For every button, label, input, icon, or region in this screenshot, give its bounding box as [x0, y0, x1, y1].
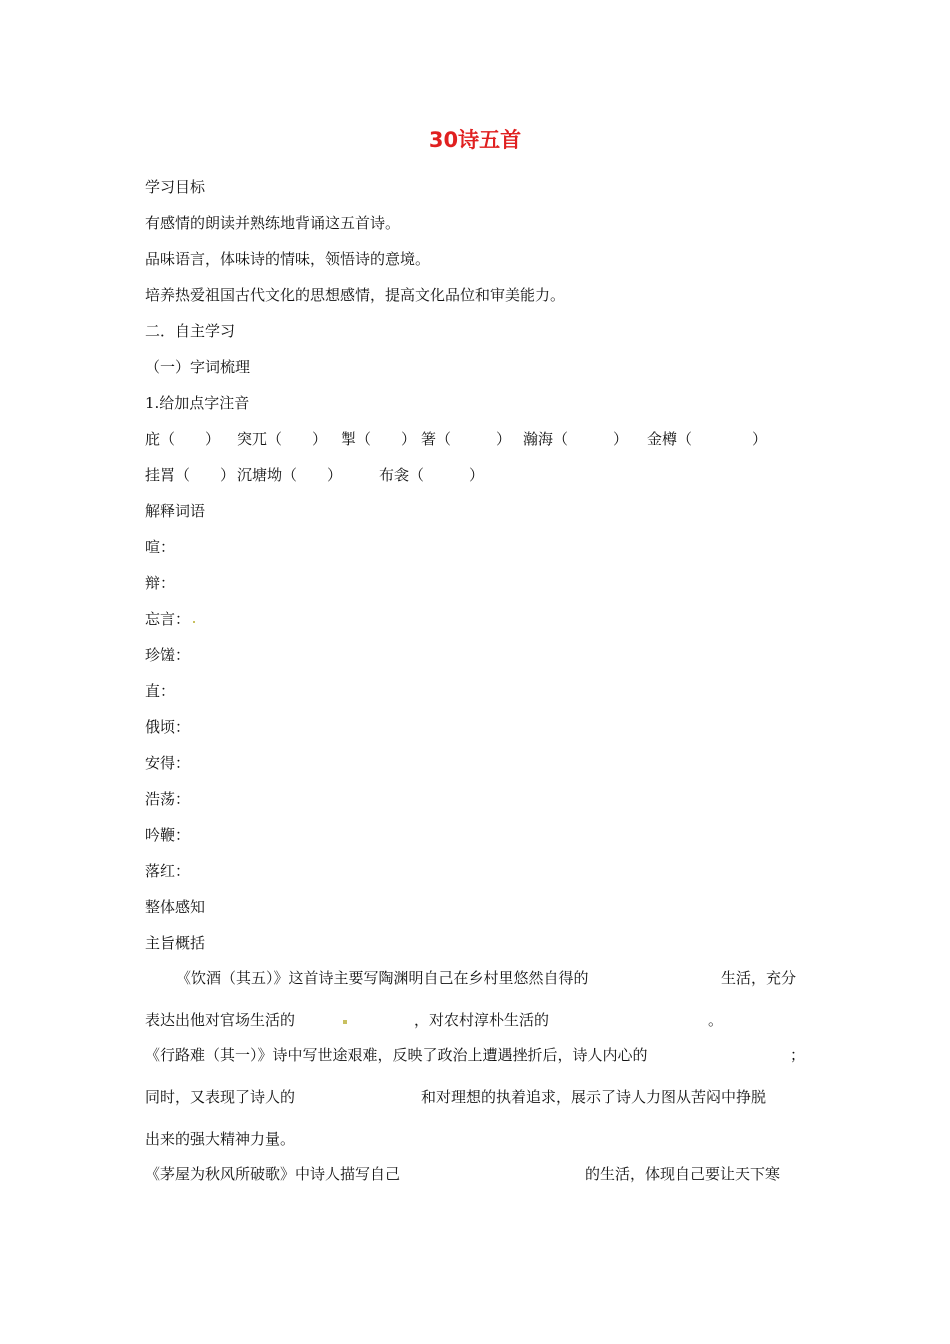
- para-1-text: 。: [708, 1011, 724, 1029]
- pinyin-item: 掣（ ）: [341, 430, 417, 448]
- theme-heading: 主旨概括: [145, 934, 206, 952]
- para-2-text: 出来的强大精神力量。: [145, 1130, 296, 1148]
- vocab-heading: （一）字词梳理: [145, 358, 251, 376]
- para-3-text: 《茅屋为秋风所破歌》中诗人描写自己: [145, 1165, 401, 1183]
- goal-1: 有感情的朗读并熟练地背诵这五首诗。: [145, 214, 401, 232]
- para-2-text: 《行路难（其一）》诗中写世途艰难，反映了政治上遭遇挫折后，诗人内心的: [145, 1046, 648, 1064]
- goal-2: 品味语言，体味诗的情味，领悟诗的意境。: [145, 250, 431, 268]
- pinyin-item: 突兀（ ）: [237, 430, 328, 448]
- term-item: 安得：: [145, 754, 191, 772]
- goal-3: 培养热爱祖国古代文化的思想感情，提高文化品位和审美能力。: [145, 286, 566, 304]
- pinyin-item: 沉塘坳（ ）: [237, 466, 343, 484]
- pinyin-item: 挂罥（ ）: [145, 466, 236, 484]
- para-2-text: 同时，又表现了诗人的: [145, 1088, 296, 1106]
- para-2-text: ；: [790, 1046, 806, 1064]
- stray-mark: [343, 1020, 347, 1024]
- goals-heading: 学习目标: [145, 178, 206, 196]
- pinyin-item: 布衾（ ）: [379, 466, 485, 484]
- term-item: 落红：: [145, 862, 191, 880]
- term-item: 俄顷：: [145, 718, 191, 736]
- term-item: 直：: [145, 682, 176, 700]
- pinyin-item: 庇（ ）: [145, 430, 221, 448]
- term-item: 珍馐：: [145, 646, 191, 664]
- para-1-text: ，对农村淳朴生活的: [414, 1011, 550, 1029]
- pinyin-item: 瀚海（ ）: [523, 430, 629, 448]
- pinyin-task: 1.给加点字注音: [145, 394, 250, 412]
- para-1-text: 《饮酒（其五）》这首诗主要写陶渊明自己在乡村里悠然自得的: [176, 969, 589, 987]
- term-item: 浩荡：: [145, 790, 191, 808]
- self-study-heading: 二．自主学习: [145, 322, 236, 340]
- explain-heading: 解释词语: [145, 502, 206, 520]
- pinyin-item: 箸（ ）: [421, 430, 512, 448]
- term-item: 忘言：: [145, 610, 191, 628]
- para-1-text: 表达出他对官场生活的: [145, 1011, 296, 1029]
- stray-mark: [193, 621, 195, 623]
- pinyin-item: 金樽（ ）: [647, 430, 768, 448]
- term-item: 吟鞭：: [145, 826, 191, 844]
- term-item: 喧：: [145, 538, 176, 556]
- para-2-text: 和对理想的执着追求，展示了诗人力图从苦闷中挣脱: [421, 1088, 767, 1106]
- overall-heading: 整体感知: [145, 898, 206, 916]
- page-title: 30诗五首: [428, 128, 522, 152]
- para-3-text: 的生活，体现自己要让天下寒: [585, 1165, 781, 1183]
- term-item: 辩：: [145, 574, 176, 592]
- para-1-text: 生活，充分: [721, 969, 797, 987]
